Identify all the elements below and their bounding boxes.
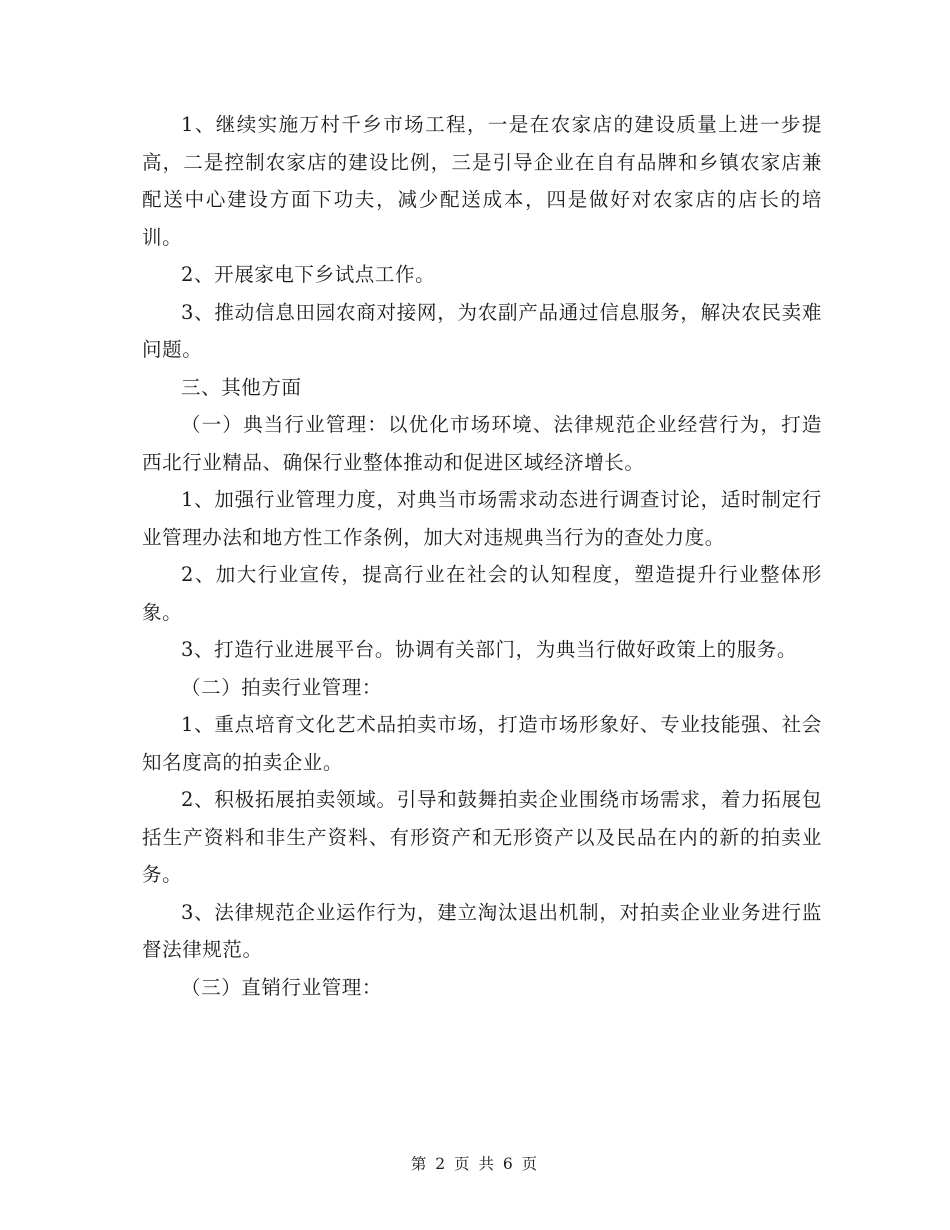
section-heading-other: 三、其他方面: [181, 375, 302, 399]
paragraph-auction-1: 1、重点培育文化艺术品拍卖市场，打造市场形象好、专业技能强、社会知名度高的拍卖企业。: [142, 713, 822, 774]
page-number-footer: 第 2 页 共 6 页: [410, 1155, 540, 1173]
paragraph-2: 2、开展家电下乡试点工作。: [181, 263, 436, 286]
document-body: [142, 106, 822, 1006]
paragraph-pawn-2: 2、加大行业宣传，提高行业在社会的认知程度，塑造提升行业整体形象。: [142, 563, 822, 624]
paragraph-1: 1、继续实施万村千乡市场工程，一是在农家店的建设质量上进一步提高，二是控制农家店的建设比例，三是引导企业在自有品牌和乡镇农家店兼配送中心建设方面下功夫，减少配送成本，四是做好对农家店的店长的培训。: [142, 113, 822, 249]
paragraph-auction-2: 2、积极拓展拍卖领域。引导和鼓舞拍卖企业围绕市场需求，着力拓展包括生产资料和非生产资料、有形资产和无形资产以及民品在内的新的拍卖业务。: [142, 788, 822, 886]
paragraph-pawn-1: 1、加强行业管理力度，对典当市场需求动态进行调查讨论，适时制定行业管理办法和地方性工作条例，加大对违规典当行为的查处力度。: [142, 488, 822, 549]
subsection-auction-industry: （二）拍卖行业管理：: [181, 675, 383, 699]
paragraph-3: 3、推动信息田园农商对接网，为农副产品通过信息服务，解决农民卖难问题。: [142, 300, 822, 361]
subsection-direct-sales: （三）直销行业管理：: [181, 975, 383, 999]
paragraph-pawn-3: 3、打造行业进展平台。协调有关部门，为典当行做好政策上的服务。: [181, 638, 798, 661]
paragraph-auction-3: 3、法律规范企业运作行为，建立淘汰退出机制，对拍卖企业业务进行监督法律规范。: [142, 900, 822, 961]
subsection-pawn-industry: （一）典当行业管理：以优化市场环境、法律规范企业经营行为，打造西北行业精品、确保行业整体推动和促进区域经济增长。: [142, 413, 822, 474]
